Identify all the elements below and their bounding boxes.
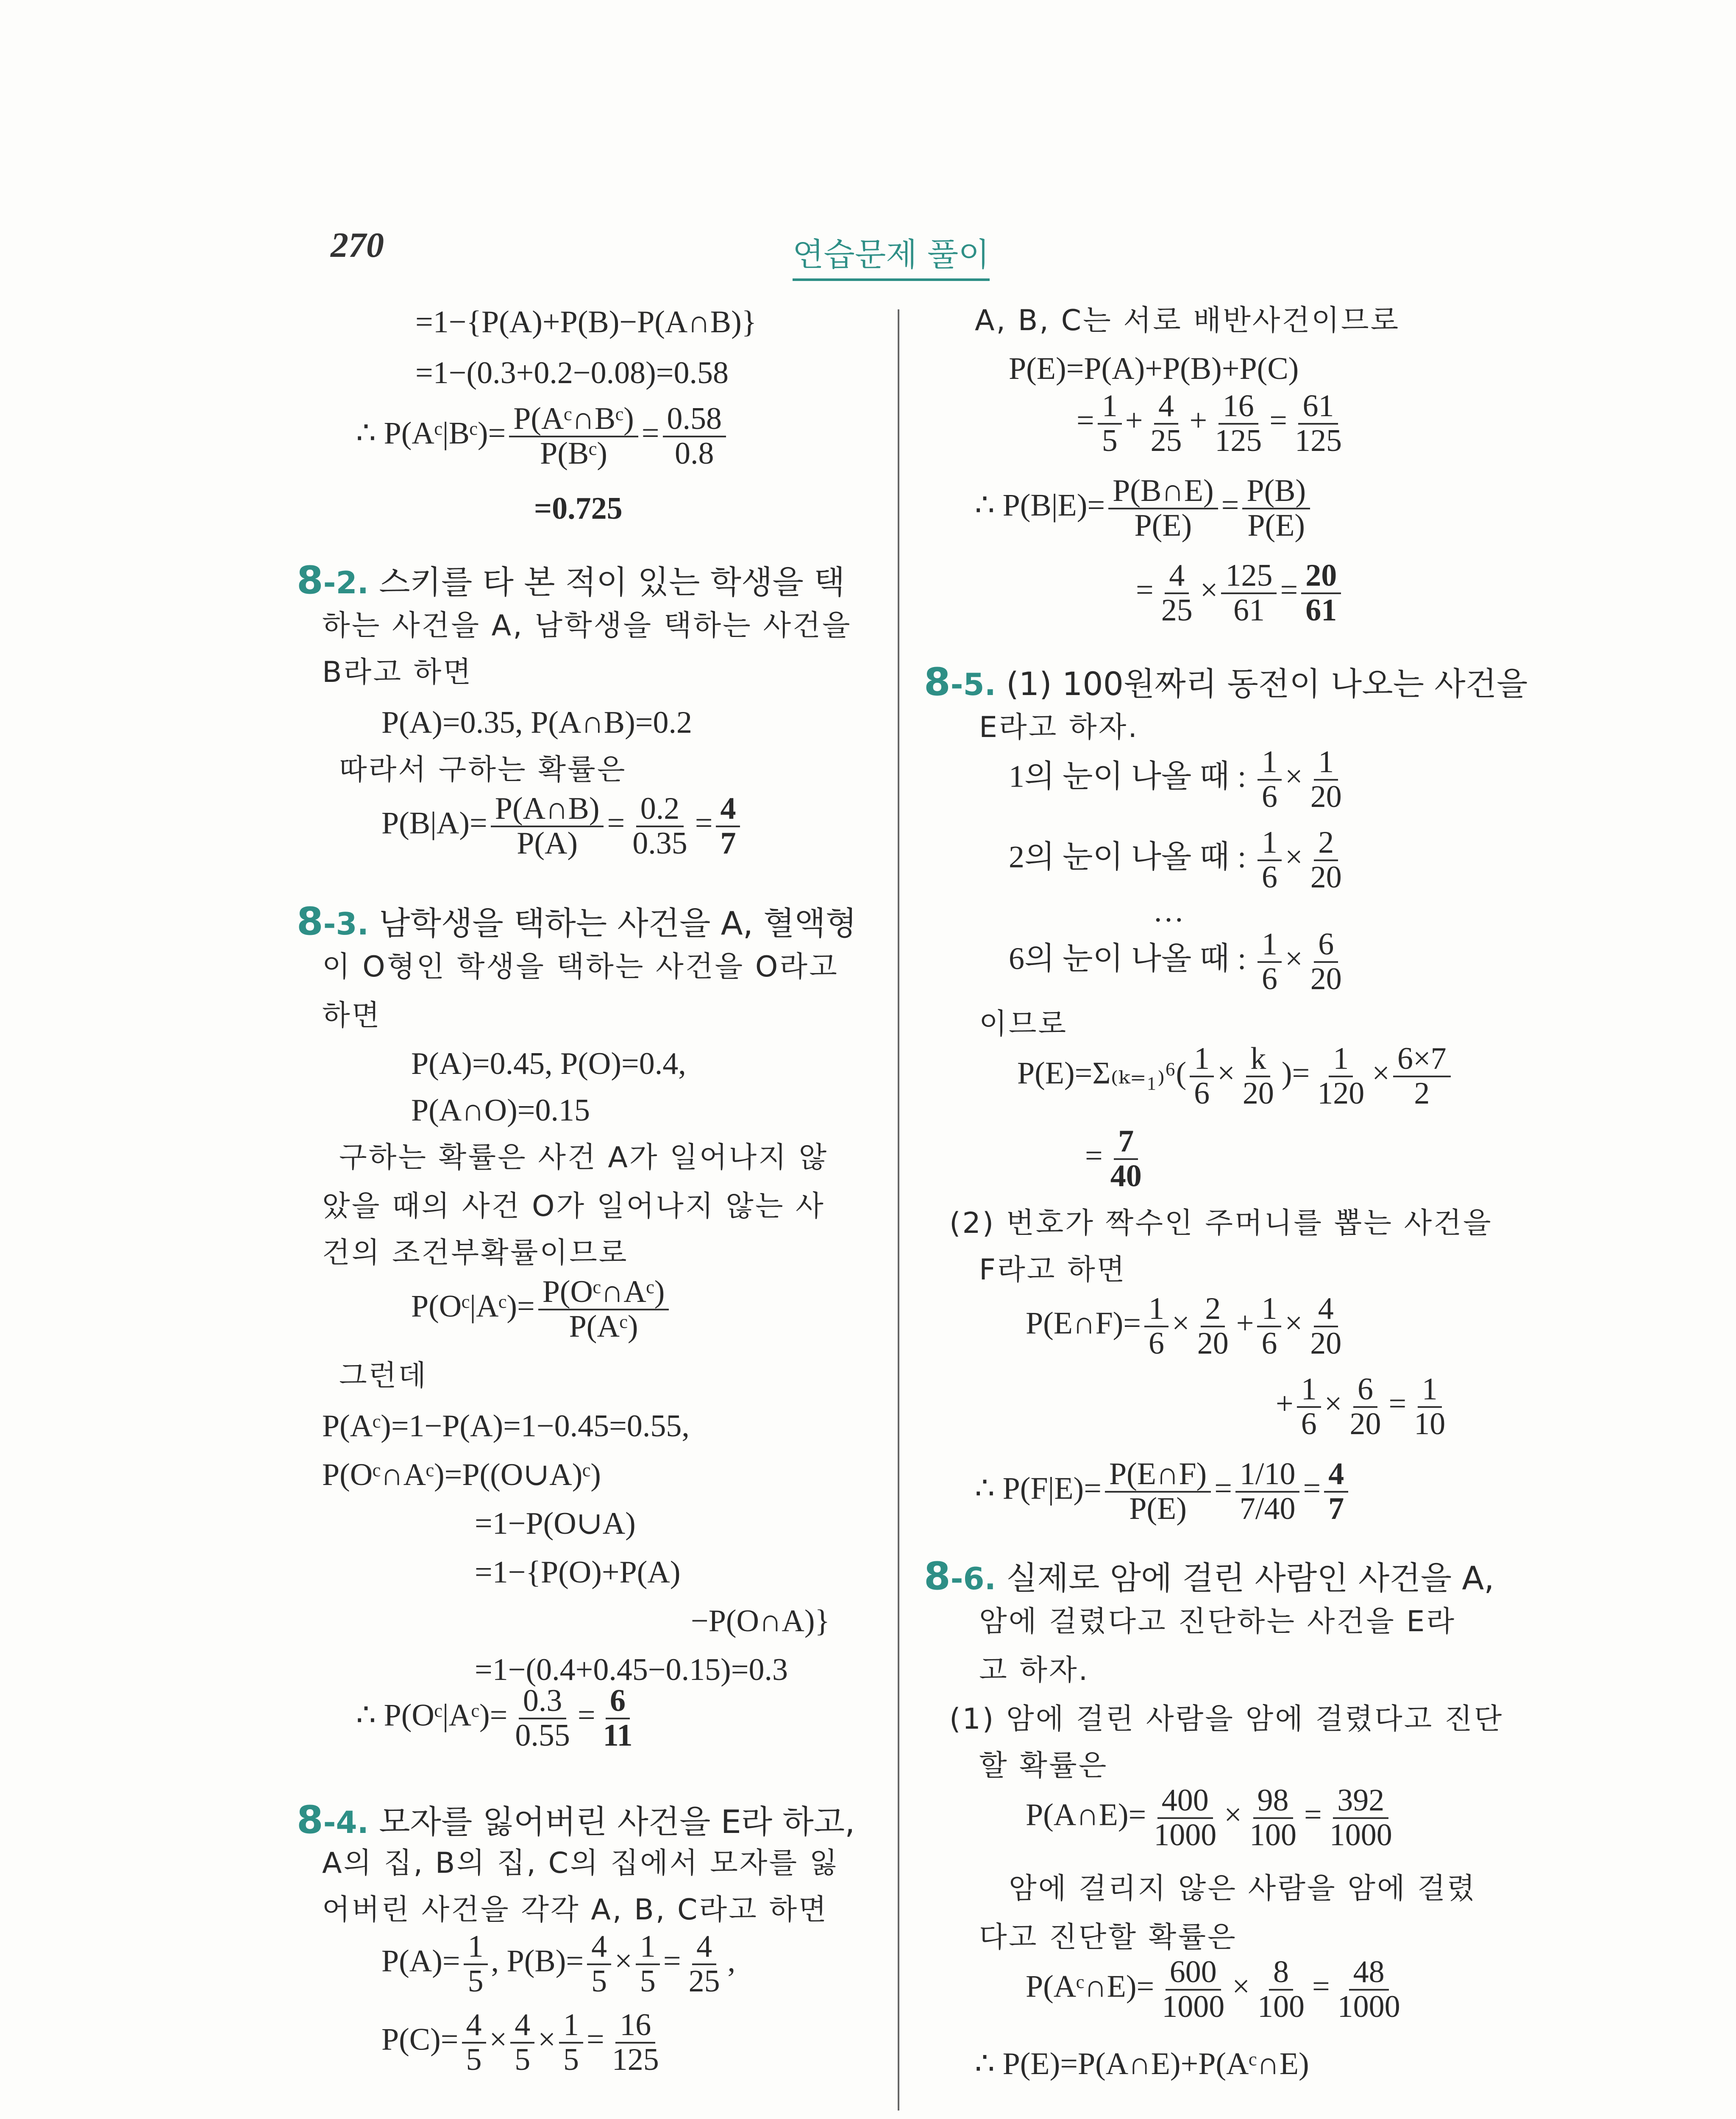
equation-text: + [1276, 1386, 1294, 1421]
denominator: 125 [612, 2042, 659, 2077]
equation-text: = [1136, 573, 1154, 608]
numerator: 0.3 [519, 1685, 567, 1719]
problem-suffix: -4. [323, 1805, 369, 1840]
left-text-line: 그런데 [339, 1359, 428, 1393]
right-text-line: F라고 하면 [979, 1253, 1127, 1287]
right-problem-heading [924, 661, 1527, 703]
fraction [1253, 1956, 1309, 2023]
right-text-line: (2) 번호가 짝수인 주머니를 뽑는 사건을 [949, 1207, 1493, 1240]
denominator: P(E) [1129, 1491, 1187, 1526]
operator: = [1269, 403, 1287, 438]
numerator: 16 [1219, 390, 1258, 425]
denominator: 5 [1102, 423, 1118, 458]
fraction [1146, 390, 1186, 457]
numerator: P(A∩B) [491, 793, 604, 827]
denominator: 5 [563, 2042, 579, 2077]
problem-number: 8 [297, 1798, 323, 1842]
denominator: 20 [1197, 1326, 1229, 1361]
denominator: 20 [1310, 1326, 1342, 1361]
left-equation [381, 2009, 667, 2076]
left-equation [356, 403, 729, 470]
numerator: P(Aᶜ∩Bᶜ) [509, 403, 638, 437]
operator: × [489, 2022, 507, 2057]
right-equation-line: … [1153, 894, 1184, 929]
denominator: 5 [466, 2042, 482, 2077]
operator: × [1324, 1386, 1342, 1421]
numerator: k [1246, 1043, 1270, 1077]
numerator: 6 [1353, 1373, 1377, 1408]
fraction [599, 1685, 637, 1752]
right-text-line: 이므로 [979, 1007, 1068, 1041]
left-equation [356, 1685, 640, 1752]
operator: × [1372, 1056, 1390, 1091]
numerator: 16 [615, 2009, 655, 2044]
equation-text: P(A)= [381, 1944, 460, 1979]
operator: × [1285, 840, 1303, 875]
numerator: 61 [1298, 390, 1338, 425]
numerator: P(E∩F) [1105, 1458, 1211, 1493]
numerator: 4 [587, 1930, 611, 1965]
denominator: 25 [688, 1963, 720, 1999]
equation-text: 1의 눈이 나올 때 : [1009, 759, 1254, 794]
equation-text: P(C)= [381, 2022, 459, 2057]
fraction [636, 1930, 660, 1998]
fraction [1190, 1043, 1214, 1110]
page-title: 연습문제 풀이 [793, 229, 990, 281]
fraction [1193, 1293, 1233, 1360]
left-equation-line: P(A)=0.45, P(O)=0.4, [411, 1046, 686, 1081]
denominator: 20 [1349, 1406, 1381, 1441]
fraction [1144, 1293, 1168, 1360]
equation-text: 6의 눈이 나올 때 : [1009, 941, 1254, 976]
operator: + [1125, 403, 1143, 438]
numerator: 2 [1314, 826, 1338, 861]
equation-text: P(B|A)= [381, 806, 487, 841]
denominator: 61 [1233, 592, 1265, 628]
denominator: 6 [1261, 1326, 1277, 1361]
equation-text: P(Oᶜ|Aᶜ)= [411, 1289, 535, 1324]
denominator: 6 [1194, 1076, 1210, 1111]
fraction [538, 1276, 669, 1343]
denominator: 0.35 [632, 826, 687, 861]
right-equation [1026, 1956, 1408, 2023]
fraction [1257, 826, 1282, 894]
left-equation-line: −P(O∩A)} [691, 1604, 830, 1638]
denominator: 5 [591, 1963, 607, 1999]
denominator: 0.8 [675, 436, 714, 471]
denominator: 1000 [1162, 1989, 1225, 2024]
fraction [1157, 559, 1197, 627]
fraction [1210, 390, 1266, 457]
denominator: 5 [640, 1963, 656, 1999]
numerator: 1 [1190, 1043, 1214, 1077]
right-text-line: 암에 걸리지 않은 사람을 암에 걸렸 [1009, 1872, 1477, 1905]
equation-text: ∴ P(Oᶜ|Aᶜ)= [356, 1698, 508, 1733]
operator: = [1388, 1386, 1407, 1421]
numerator: 8 [1269, 1956, 1293, 1991]
fraction [1301, 559, 1341, 627]
fraction [1106, 1125, 1146, 1193]
numerator: 0.58 [663, 403, 726, 437]
fraction [510, 2009, 534, 2076]
numerator: P(B) [1242, 475, 1310, 509]
denominator: 2 [1414, 1076, 1430, 1111]
operator: + [1189, 403, 1207, 438]
operator: = [1304, 1797, 1322, 1833]
fraction [1306, 826, 1346, 894]
fraction [1306, 746, 1346, 813]
operator: + [1236, 1306, 1254, 1341]
numerator: 1 [1098, 390, 1122, 425]
equation-text: P(E∩F)= [1026, 1306, 1141, 1341]
right-equation [1136, 559, 1344, 627]
operator: × [615, 1944, 632, 1979]
operator: = [695, 806, 713, 841]
problem-suffix: -6. [950, 1561, 996, 1596]
numerator: 6 [606, 1685, 630, 1719]
denominator: 1000 [1154, 1817, 1217, 1852]
numerator: 2 [1201, 1293, 1225, 1327]
numerator: 1 [1144, 1293, 1168, 1327]
left-equation [411, 1276, 672, 1343]
denominator: 125 [1294, 423, 1342, 458]
column-divider [898, 309, 899, 2111]
right-text-line: 다고 진단할 확률은 [979, 1921, 1237, 1954]
operator: × [538, 2022, 556, 2057]
numerator: 4 [1165, 559, 1189, 594]
numerator: 6×7 [1393, 1043, 1451, 1077]
operator: )= [1281, 1056, 1310, 1091]
operator: = [577, 1698, 595, 1733]
fraction [1306, 1293, 1346, 1360]
denominator: 125 [1215, 423, 1262, 458]
denominator: 1000 [1329, 1817, 1392, 1852]
operator: × [1171, 1306, 1190, 1341]
operator: = [1221, 488, 1239, 523]
denominator: 6 [1261, 779, 1277, 814]
denominator: 120 [1317, 1076, 1365, 1111]
numerator: 1 [464, 1930, 488, 1965]
numerator: 1 [1257, 928, 1282, 963]
left-equation [381, 793, 743, 860]
numerator: 1/10 [1235, 1458, 1300, 1493]
left-equation-line: =1−P(O∪A) [475, 1506, 636, 1541]
equation-text: P(E)=Σ₍ₖ₌₁₎⁶( [1017, 1056, 1187, 1091]
right-equation [1026, 1293, 1349, 1360]
problem-number: 8 [297, 558, 323, 603]
numerator: 20 [1301, 559, 1341, 594]
denominator: 100 [1257, 1989, 1305, 2024]
denominator: 7 [720, 826, 736, 861]
left-equation-line: =1−(0.3+0.2−0.08)=0.58 [415, 356, 729, 390]
fraction [1345, 1373, 1385, 1440]
numerator: P(Oᶜ∩Aᶜ) [538, 1276, 669, 1310]
numerator: 392 [1333, 1784, 1388, 1819]
numerator: 1 [1329, 1043, 1353, 1077]
left-text-line: 하는 사건을 A, 남학생을 택하는 사건을 [322, 609, 852, 642]
fraction [1242, 475, 1310, 542]
equation-text: = [1085, 1138, 1103, 1174]
equation-text: ∴ P(F|E)= [975, 1471, 1102, 1506]
denominator: 0.55 [515, 1718, 570, 1753]
left-equation-line: P(Aᶜ)=1−P(A)=1−0.45=0.55, [322, 1409, 690, 1443]
numerator: 1 [1314, 746, 1338, 781]
numerator: 125 [1221, 559, 1277, 594]
fraction [1291, 390, 1346, 457]
numerator: 600 [1166, 1956, 1221, 1991]
fraction [1257, 746, 1282, 813]
denominator: 25 [1161, 592, 1193, 628]
numerator: 6 [1314, 928, 1338, 963]
numerator: 4 [692, 1930, 716, 1965]
left-equation-line: P(A)=0.35, P(A∩B)=0.2 [381, 705, 693, 740]
fraction [628, 793, 692, 860]
denominator: 20 [1310, 859, 1342, 895]
operator: × [1285, 759, 1303, 794]
numerator: 48 [1349, 1956, 1389, 1991]
left-problem-heading [297, 901, 857, 943]
right-equation [1026, 1784, 1400, 1852]
numerator: 98 [1253, 1784, 1293, 1819]
numerator: 1 [1257, 826, 1282, 861]
right-equation [1009, 928, 1349, 996]
left-text-line: B라고 하면 [322, 656, 473, 689]
right-equation-line: ∴ P(E)=P(A∩E)+P(Aᶜ∩E) [975, 2047, 1309, 2081]
operator: × [1200, 573, 1218, 608]
equation-text: ∴ P(Aᶜ|Bᶜ)= [356, 416, 506, 451]
numerator: 7 [1114, 1125, 1138, 1160]
operator: = [1312, 1969, 1330, 2004]
fraction [1325, 1784, 1397, 1852]
right-equation [1077, 390, 1349, 457]
fraction [1333, 1956, 1405, 2023]
fraction [1257, 1293, 1281, 1360]
denominator: P(Aᶜ) [569, 1309, 638, 1344]
denominator: P(E) [1134, 508, 1192, 543]
equation-text: , [727, 1944, 736, 1979]
fraction [1221, 559, 1277, 627]
right-equation [975, 1458, 1352, 1525]
operator: = [1280, 573, 1298, 608]
fraction [1235, 1458, 1300, 1525]
fraction [559, 2009, 583, 2076]
page-number: 270 [331, 225, 384, 265]
denominator: 5 [467, 1963, 484, 1999]
fraction [1108, 475, 1218, 542]
numerator: 4 [1314, 1293, 1338, 1327]
left-text-line: 았을 때의 사건 O가 일어나지 않는 사 [322, 1190, 825, 1223]
left-equation-line: =1−{P(A)+P(B)−P(A∩B)} [415, 305, 757, 339]
denominator: 7/40 [1239, 1491, 1296, 1526]
operator: × [1232, 1969, 1250, 2004]
fraction [663, 403, 726, 470]
fraction [684, 1930, 724, 1998]
fraction [1245, 1784, 1301, 1852]
left-text-line: 하면 [322, 999, 381, 1032]
numerator: 1 [1257, 1293, 1281, 1327]
fraction [1324, 1458, 1348, 1525]
denominator: 100 [1249, 1817, 1296, 1852]
operator: = [1214, 1471, 1232, 1506]
left-equation-line: =1−{P(O)+P(A) [475, 1555, 681, 1590]
denominator: 20 [1242, 1076, 1274, 1111]
operator: = [1303, 1471, 1321, 1506]
denominator: 20 [1310, 961, 1342, 996]
denominator: 40 [1110, 1158, 1142, 1193]
numerator: 1 [1257, 746, 1282, 781]
problem-suffix: -2. [323, 565, 369, 601]
right-equation [975, 475, 1313, 542]
denominator: 5 [515, 2042, 531, 2077]
fraction [1393, 1043, 1451, 1110]
fraction [1313, 1043, 1369, 1110]
numerator: 1 [1297, 1373, 1321, 1408]
numerator: 4 [1154, 390, 1178, 425]
problem-text: 모자를 잃어버린 사건을 E라 하고, [368, 1803, 855, 1841]
denominator: 6 [1261, 961, 1277, 996]
operator: × [1285, 941, 1303, 976]
equation-text: 2의 눈이 나올 때 : [1009, 840, 1254, 875]
fraction [1306, 928, 1346, 996]
denominator: 20 [1310, 779, 1342, 814]
left-equation-line: =1−(0.4+0.45−0.15)=0.3 [475, 1652, 788, 1687]
left-problem-heading [297, 559, 845, 601]
operator: × [1224, 1797, 1242, 1833]
operator: = [607, 806, 625, 841]
denominator: P(A) [517, 826, 578, 861]
right-text-line: E라고 하자. [979, 711, 1139, 744]
numerator: 4 [1324, 1458, 1348, 1493]
fraction [1410, 1373, 1449, 1440]
denominator: 11 [603, 1718, 633, 1753]
right-text-line: 암에 걸렸다고 진단하는 사건을 E라 [979, 1605, 1456, 1638]
problem-suffix: -3. [323, 906, 369, 942]
right-text-line: 할 확률은 [979, 1749, 1108, 1783]
operator: = [587, 2022, 604, 2057]
fraction [491, 793, 604, 860]
numerator: P(B∩E) [1108, 475, 1218, 509]
equation-text: = [1077, 403, 1094, 438]
left-equation-line: P(Oᶜ∩Aᶜ)=P((O∪A)ᶜ) [322, 1457, 601, 1492]
right-equation [1009, 746, 1349, 813]
numerator: 1 [1418, 1373, 1442, 1408]
operator: × [1285, 1306, 1303, 1341]
problem-number: 8 [924, 660, 951, 704]
left-text-line: A의 집, B의 집, C의 집에서 모자를 잃 [322, 1846, 839, 1880]
numerator: 0.2 [636, 793, 684, 827]
equation-text: ∴ P(B|E)= [975, 488, 1105, 523]
fraction [1238, 1043, 1278, 1110]
right-equation [1009, 826, 1349, 894]
problem-text: 남학생을 택하는 사건을 A, 혈액형 [368, 904, 857, 942]
numerator: 1 [559, 2009, 583, 2044]
denominator: 6 [1148, 1326, 1164, 1361]
problem-suffix: -5. [950, 667, 996, 702]
fraction [608, 2009, 663, 2076]
operator: , P(B)= [491, 1944, 584, 1979]
operator: = [663, 1944, 681, 1979]
equation-text: P(A∩E)= [1026, 1797, 1146, 1833]
fraction [464, 1930, 488, 1998]
denominator: 25 [1150, 423, 1182, 458]
left-text-line: 구하는 확률은 사건 A가 일어나지 않 [339, 1141, 829, 1174]
fraction [511, 1685, 574, 1752]
equation-text: P(Aᶜ∩E)= [1026, 1969, 1155, 2004]
right-text-line: (1) 암에 걸린 사람을 암에 걸렸다고 진단 [949, 1702, 1504, 1736]
denominator: P(E) [1247, 508, 1305, 543]
right-equation [1276, 1373, 1453, 1440]
left-text-line: 건의 조건부확률이므로 [322, 1236, 629, 1270]
fraction [587, 1930, 611, 1998]
right-text-line: A, B, C는 서로 배반사건이므로 [975, 304, 1400, 337]
denominator: 6 [1301, 1406, 1317, 1441]
left-text-line: 이 O형인 학생을 택하는 사건을 O라고 [322, 950, 839, 984]
right-equation-line: P(E)=P(A)+P(B)+P(C) [1009, 351, 1299, 386]
numerator: 1 [636, 1930, 660, 1965]
problem-number: 8 [924, 1554, 951, 1599]
fraction [716, 793, 740, 860]
right-equation [1017, 1043, 1454, 1110]
denominator: 6 [1261, 859, 1277, 895]
numerator: 4 [716, 793, 740, 827]
denominator: 61 [1305, 592, 1337, 628]
fraction [1105, 1458, 1211, 1525]
left-equation [381, 1930, 735, 1998]
right-problem-heading [924, 1555, 1494, 1597]
problem-text: 실제로 암에 걸린 사람인 사건을 A, [996, 1559, 1494, 1597]
problem-number: 8 [297, 899, 323, 944]
left-equation-line: P(A∩O)=0.15 [411, 1093, 590, 1128]
left-problem-heading [297, 1799, 855, 1841]
fraction [1157, 1956, 1229, 2023]
fraction [509, 403, 638, 470]
problem-text: 스키를 타 본 적이 있는 학생을 택 [368, 563, 845, 601]
problem-text: (1) 100원짜리 동전이 나오는 사건을 [996, 665, 1528, 703]
fraction [1297, 1373, 1321, 1440]
numerator: 4 [462, 2009, 486, 2044]
numerator: 4 [510, 2009, 534, 2044]
denominator: 7 [1328, 1491, 1344, 1526]
right-equation [1085, 1125, 1149, 1193]
fraction [462, 2009, 486, 2076]
denominator: 1000 [1337, 1989, 1400, 2024]
right-text-line: 고 하자. [979, 1654, 1090, 1687]
fraction [1098, 390, 1122, 457]
left-text-line: 어버린 사건을 각각 A, B, C라고 하면 [322, 1893, 828, 1927]
fraction [1149, 1784, 1221, 1852]
left-equation-line: =0.725 [534, 491, 623, 526]
operator: × [1217, 1056, 1235, 1091]
left-text-line: 따라서 구하는 확률은 [339, 753, 627, 787]
fraction [1257, 928, 1282, 996]
denominator: 10 [1414, 1406, 1446, 1441]
numerator: 400 [1157, 1784, 1213, 1819]
denominator: P(Bᶜ) [540, 436, 607, 471]
operator: = [641, 416, 659, 451]
